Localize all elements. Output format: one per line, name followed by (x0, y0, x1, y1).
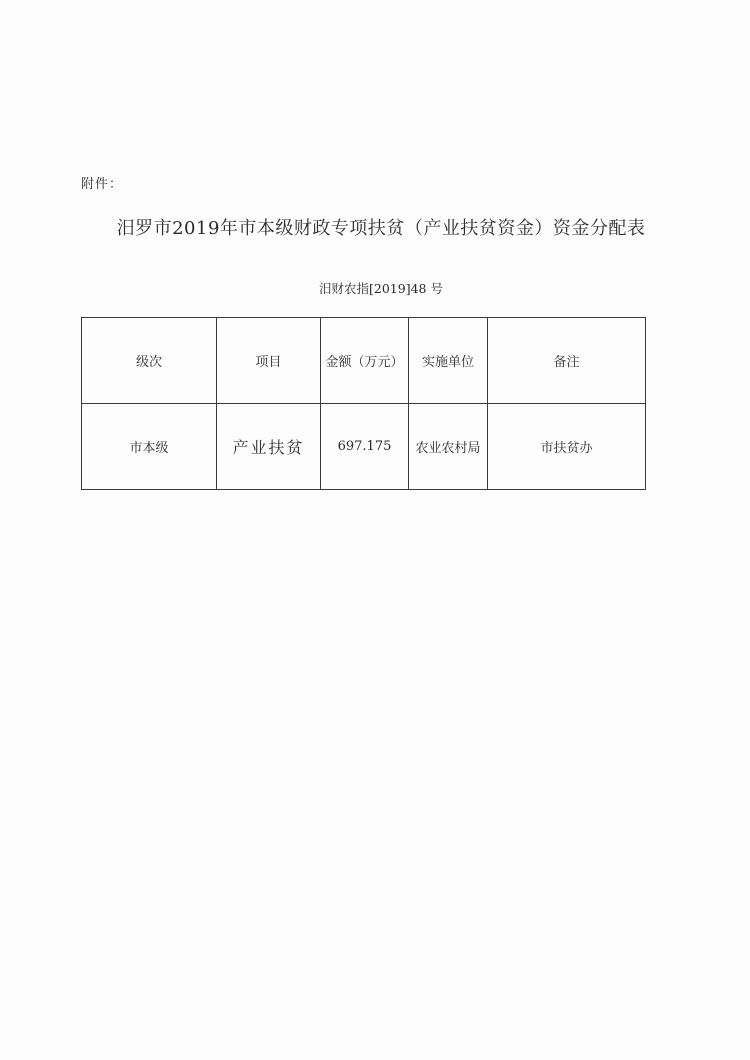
header-implementing-unit: 实施单位 (409, 318, 488, 404)
attachment-label: 附件： (81, 177, 124, 192)
document-number: 汨财农指[2019]48 号 (319, 281, 443, 296)
document-title: 汨罗市2019年市本级财政专项扶贫（产业扶贫资金）资金分配表 (116, 218, 646, 239)
header-remarks: 备注 (488, 318, 646, 404)
cell-amount: 697.175 (321, 404, 409, 490)
header-amount: 金额（万元） (321, 318, 409, 404)
cell-level: 市本级 (82, 404, 217, 490)
header-project: 项目 (217, 318, 321, 404)
table-header-row (82, 318, 646, 404)
table-row (82, 404, 646, 490)
cell-implementing-unit: 农业农村局 (409, 404, 488, 490)
allocation-table (81, 317, 646, 490)
cell-remarks: 市扶贫办 (488, 404, 646, 490)
header-level: 级次 (82, 318, 217, 404)
cell-project: 产业扶贫 (217, 404, 321, 490)
